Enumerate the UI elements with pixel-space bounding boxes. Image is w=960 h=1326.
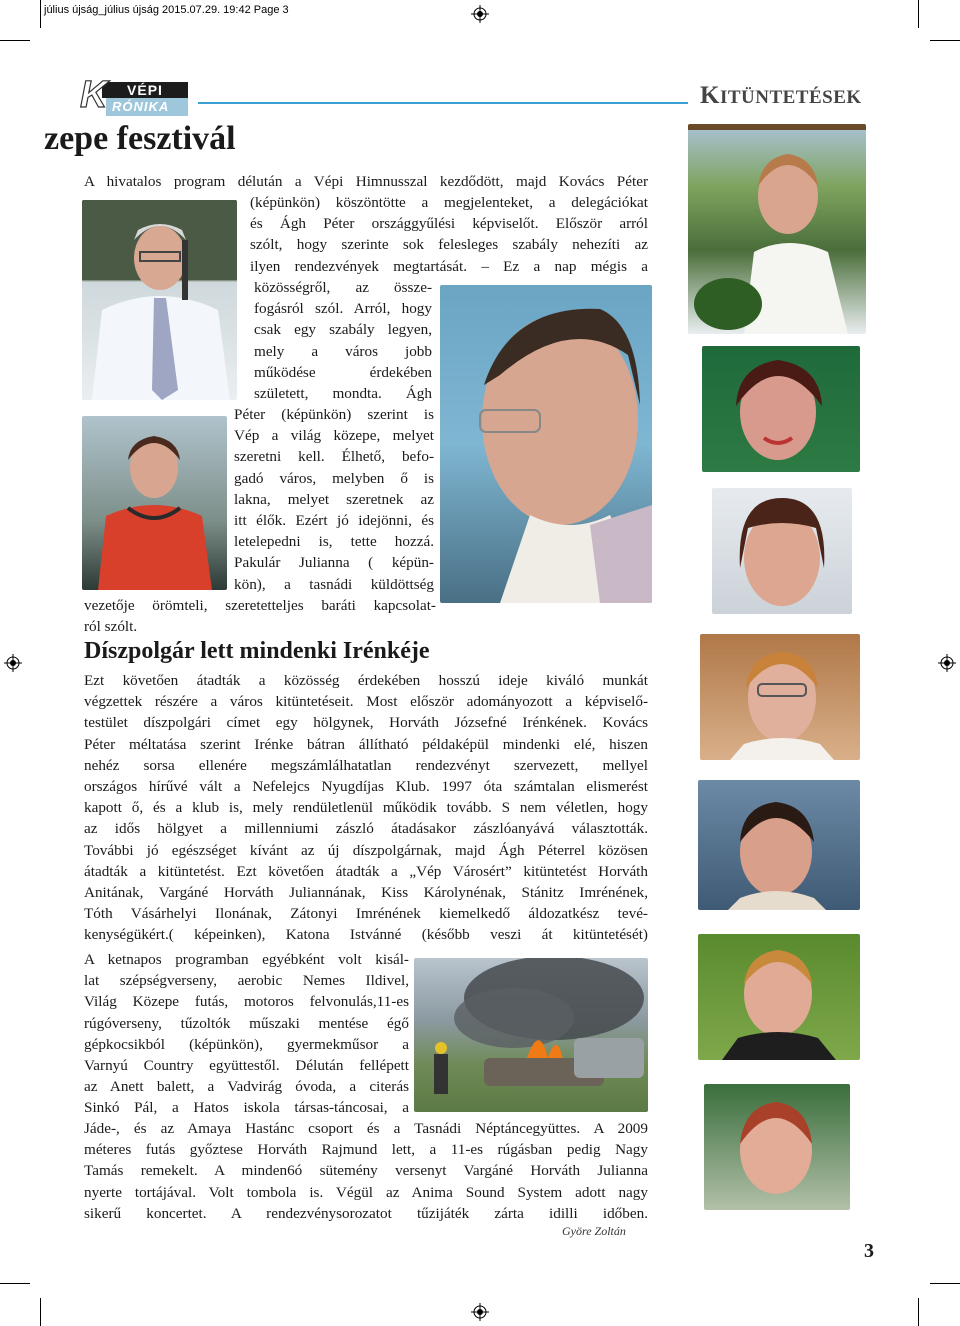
photo-agh-peter xyxy=(440,285,652,603)
photo-award-recipient xyxy=(700,634,860,760)
header-rule xyxy=(198,102,688,104)
crop-mark xyxy=(918,0,919,28)
registration-mark-icon xyxy=(938,654,956,672)
article1-block: (képünkön) köszöntötte a megjelenteket, a delegációkat és Ágh Péter országgyűlési képviselőt. Először arról szólt, hogy szerinte sok felesleges szabály nehezíti az ilyen rendezvények megtartását. – Ez a nap mégis a xyxy=(250,194,648,275)
article2-body: Ezt követően átadták a közösség érdekében hosszú ideje kiváló munkát végzettek részére a város kitüntetéseit. Most először adományozott a képviselő- testület díszpolgári címet egy hölgynek, Horváth Józsefné Irénkének. Kovács Péter méltatása szerint Irénke bátran állítható példaképül mindenki elé, hiszen nehéz sorsa ellenére megszámlálhatatlan rendezvényt szervezett, mellyel országos hírűvé vált a Nefelejcs Nyugdíjas Klub. 1997 óta számtalan elismerést kapott ő, és a klub is, mely rendületlenül működik tovább. S nem véletlen, hogy az idős hölgyet a millenniumi zászló átadásakor zászlóanyává választották. További jó egészséget kívánt az új díszpolgárnak, majd Ágh Péterrel közösen átadták a kitüntetést. Ezt követően átadták a „Vép Városért” kitüntetést Horváth Anitának, Vargáné Horváth Juliannának, Kiss Károlynénak, Stánitz Imrénének, Tóth Vásárhelyi Ilonának, Zátonyi Imrénének kiemelkedő áldozatkész tevé- kenységükért.( képeinken), Katona Istvánné (később veszi át kitüntetését) xyxy=(84,672,648,944)
photo-award-recipient xyxy=(712,488,852,614)
vepi-kronika-logo xyxy=(80,74,188,120)
registration-mark-icon xyxy=(471,1303,489,1321)
crop-mark xyxy=(0,40,30,41)
page-number: 3 xyxy=(864,1240,874,1262)
photo-award-recipient xyxy=(698,934,860,1060)
logo-letter: K xyxy=(80,74,108,116)
crop-mark xyxy=(918,1298,919,1326)
crop-mark xyxy=(40,1298,41,1326)
article3-narrow: A ketnapos programban egyébként volt kisál- lat szépségverseny, aerobic Nemes Ildivel, Világ Közepe futás, motoros felvonulás,11-es rúgóverseny, tűzoltók műszaki mentése égő gépkocsikból (képünkön), gyermekműsor a Varnyú Country együttestől. Délután fellépett az Anett balett, a Vadvirág óvoda, a citerás Sinkó Pál, a Hatos iskola társas-táncosai, a xyxy=(84,951,409,1117)
crop-mark xyxy=(930,1283,960,1284)
photo-award-recipient xyxy=(688,124,866,334)
crop-mark xyxy=(40,0,41,28)
photo-award-recipient xyxy=(704,1084,850,1210)
crop-mark xyxy=(0,1283,30,1284)
photo-car-fire xyxy=(414,958,648,1112)
byline: Györe Zoltán xyxy=(562,1224,626,1238)
article1-narrow-col-2: Péter (képünkön) szerint is Vép a világ közepe, melyet szeretni kell. Élhető, befo- gadó város, melyben ő is lakna, melyet szeretnek az itt élők. Ezért jó idejönni, és letelepedni is, tette hozzá. Pakulár Julianna ( képün- kön), a tasnádi küldöttség xyxy=(234,406,434,593)
article1-narrow-col: közösségről, az össze- fogásról szól. Arról, hogy csak egy szabály legyen, mely a város jobb működése érdekében született, mondta. Ágh xyxy=(254,279,432,402)
section-title: KITÜNTETÉSEK xyxy=(700,82,862,109)
photo-kovacs-peter xyxy=(82,200,237,400)
photo-award-recipient xyxy=(698,780,860,910)
photo-award-recipient xyxy=(702,346,860,472)
registration-mark-icon xyxy=(4,654,22,672)
article2-headline: Díszpolgár lett mindenki Irénkéje xyxy=(84,638,430,664)
article-headline: zepe fesztivál xyxy=(44,120,236,157)
print-header: július újság_július újság 2015.07.29. 19:42 Page 3 xyxy=(44,4,289,16)
logo-top-text: VÉPI xyxy=(102,82,188,98)
logo-bottom-text: RÓNIKA xyxy=(106,98,188,116)
article1-tail: vezetője örömteli, szeretetteljes baráti kapcsolat- ról szólt. xyxy=(84,597,436,636)
photo-pakular-julianna xyxy=(82,416,227,590)
article1-line: A hivatalos program délután a Vépi Himnusszal kezdődött, majd Kovács Péter xyxy=(84,173,648,190)
article3-body: Jáde-, és az Amaya Hastánc csoport és a Tasnádi Néptáncegyüttes. A 2009 méteres futás győztese Horváth Rajmund lett, a 11-es rúgásban pedig Nagy Tamás remekelt. A minden6ó sütemény versenyt Vargáné Horváth Julianna nyerte tortájával. Volt tombola is. Végül az Anima Sound System adott nagy sikerű koncertet. A rendezvénysorozatot tűzijáték zárta idilli időben. xyxy=(84,1120,648,1222)
crop-mark xyxy=(930,40,960,41)
registration-mark-icon xyxy=(471,5,489,23)
